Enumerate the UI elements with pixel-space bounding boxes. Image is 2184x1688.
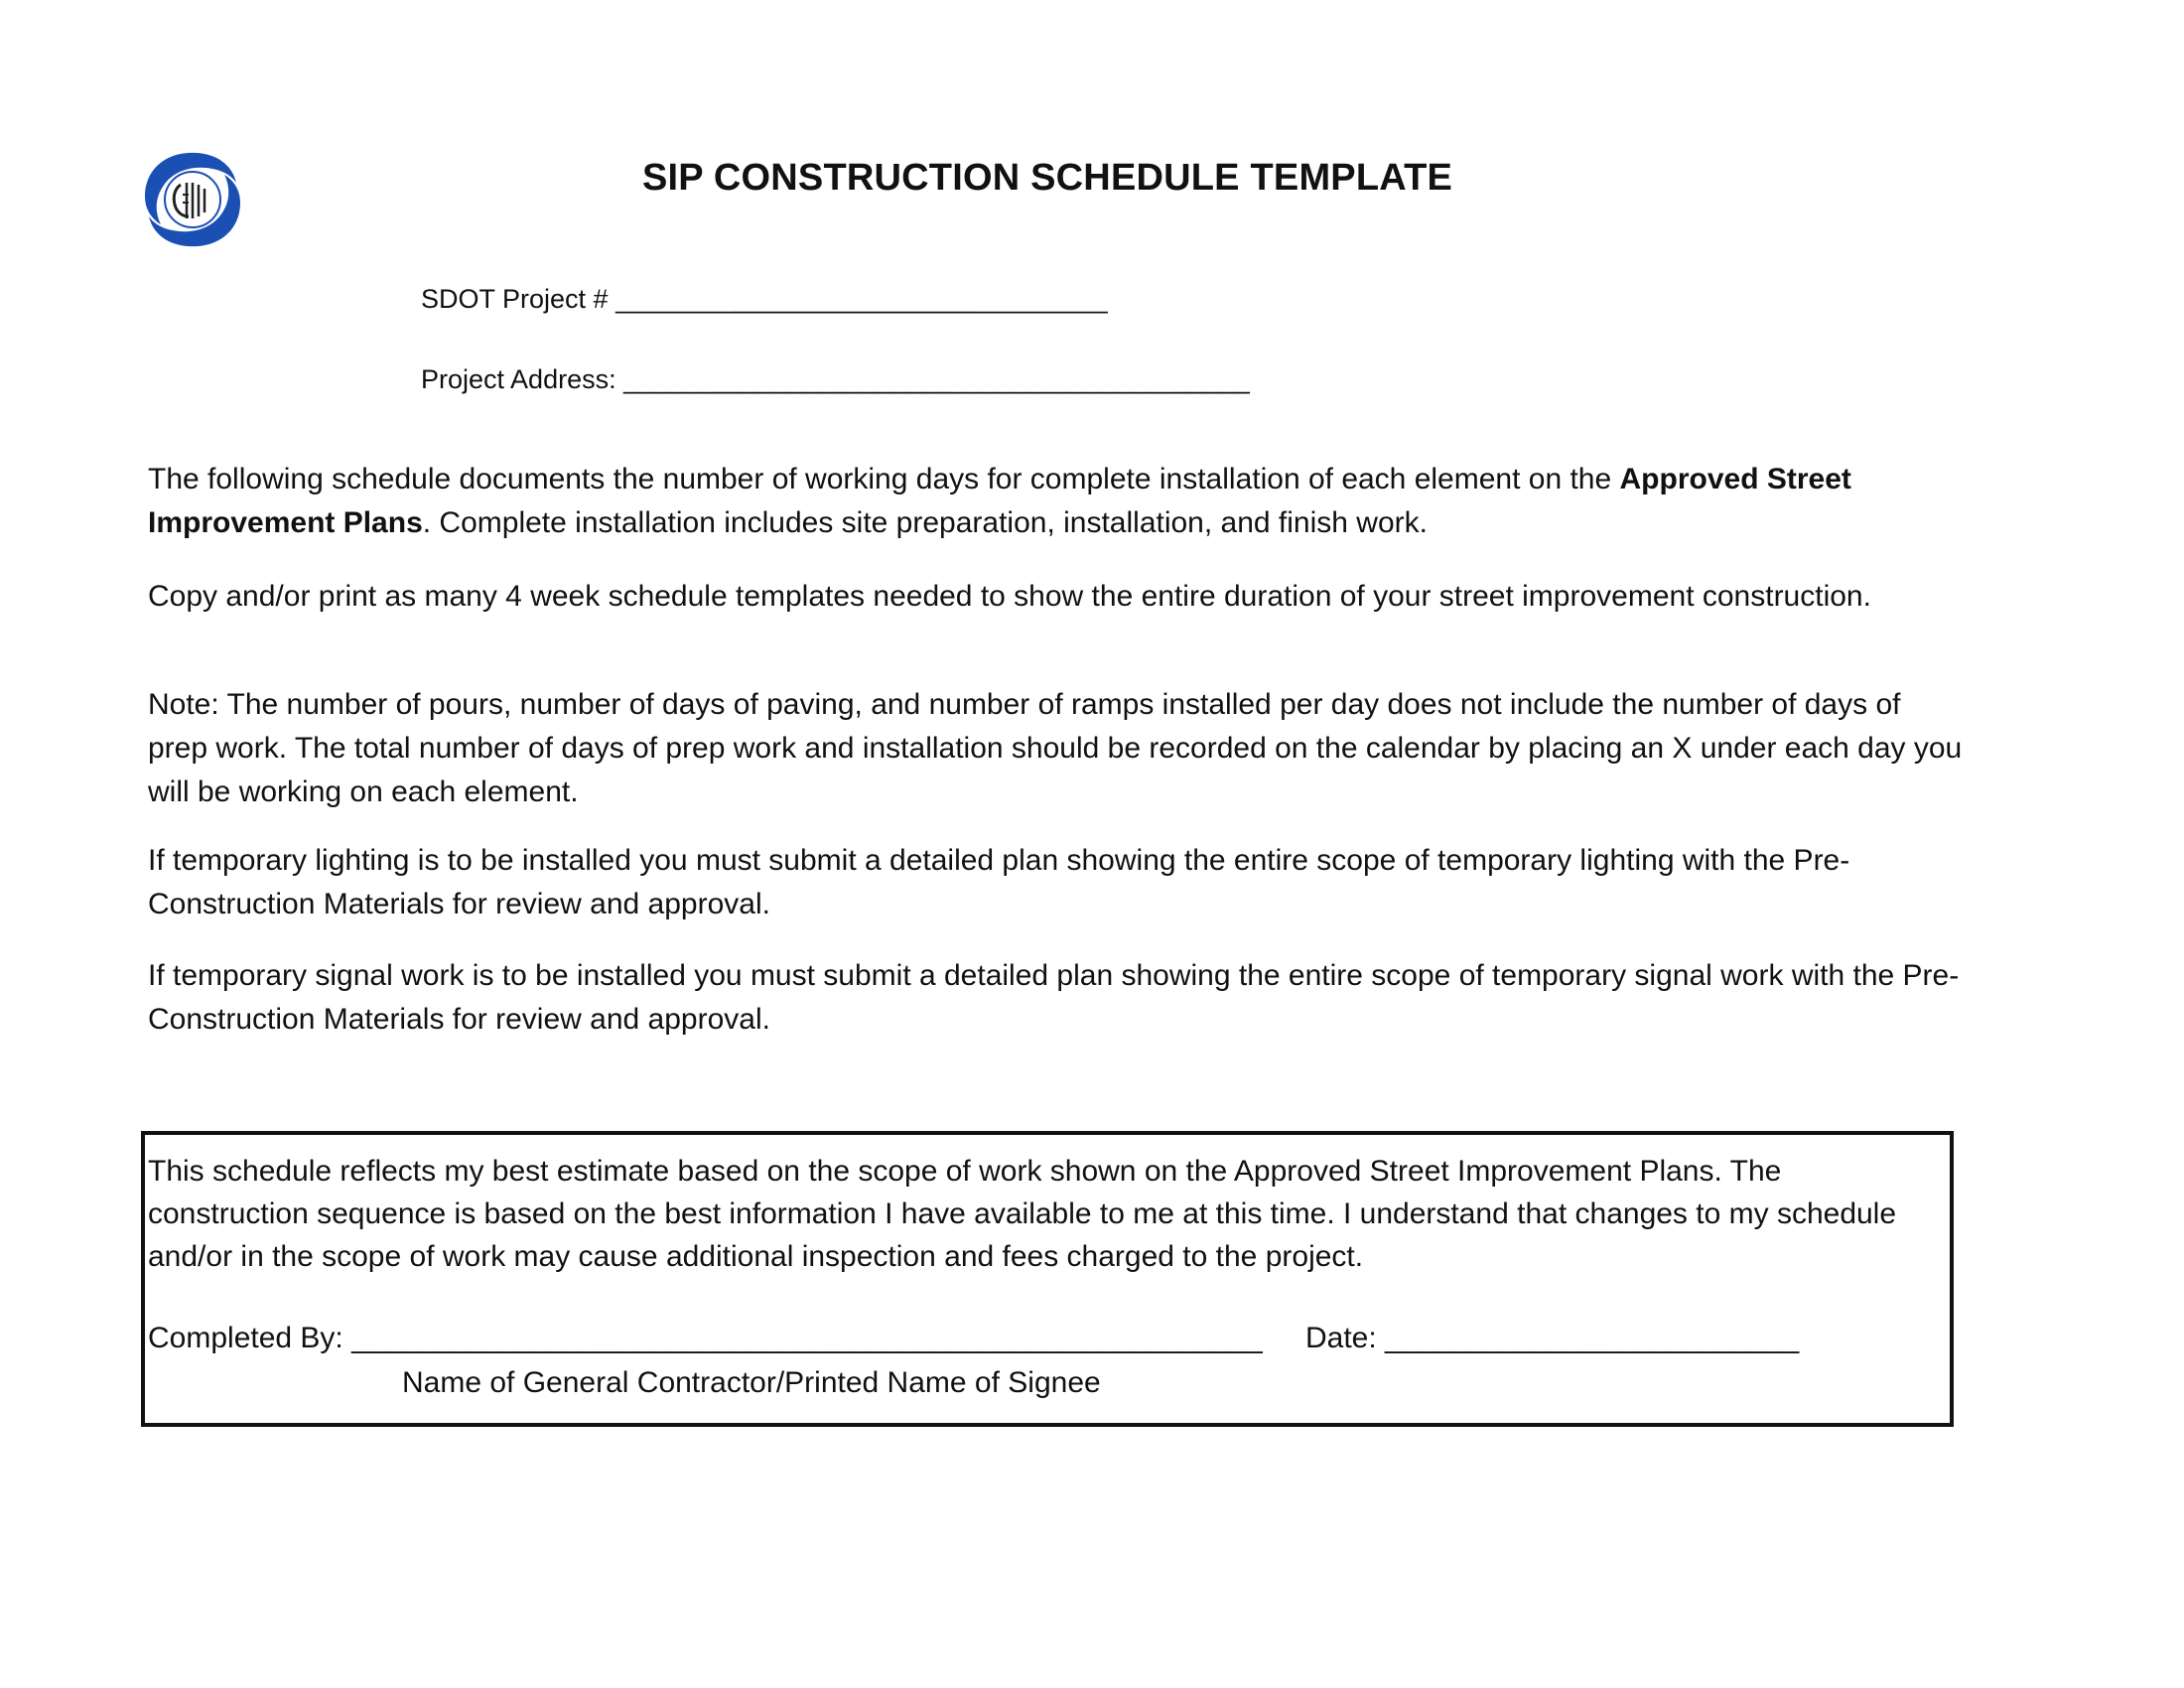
date-field[interactable]: Date: _________________________ [1305,1322,1800,1354]
intro-text-end: . Complete installation includes site preparation, installation, and finish work. [422,506,1428,539]
temporary-lighting-paragraph: If temporary lighting is to be installed you must submit a detailed plan showing the entire scope of temporary lighting with the Pre-Construction Materials for review and approval. [148,844,1850,920]
copy-instructions-paragraph: Copy and/or print as many 4 week schedule templates needed to show the entire duration of your street improvement construction. [148,580,1871,613]
page-title: SIP CONSTRUCTION SCHEDULE TEMPLATE [641,157,1453,199]
intro-text-start: The following schedule documents the number of working days for complete installation of each element on the [148,463,1620,495]
certification-statement: This schedule reflects my best estimate based on the scope of work shown on the Approved Street Improvement Plans. The construction sequence is based on the best information I have available to me at this time. I understand that changes to my schedule and/or in the scope of work may cause additional inspection and fees charged to the project. [148,1155,1897,1273]
signee-caption: Name of General Contractor/Printed Name of Signee [402,1366,1101,1399]
intro-bold-plans: Approved Street Improvement Plans [148,463,1851,539]
note-paragraph: Note: The number of pours, number of days of paving, and number of ramps installed per day does not include the number of days of prep work. The total number of days of prep work and installation should be recorded on the calendar by placing an X under each day you will be working on each element. [148,688,1963,808]
project-address-field[interactable]: Project Address: __________________________________________ [421,364,1250,394]
sdot-project-number-field[interactable]: SDOT Project # _________________________________ [421,284,1108,314]
completed-by-field[interactable]: Completed By: _______________________________________________________ [148,1322,1263,1354]
intro-paragraph [148,458,1965,545]
temporary-signal-paragraph: If temporary signal work is to be installed you must submit a detailed plan showing the entire scope of temporary signal work with the Pre-Construction Materials for review and approval. [148,959,1960,1036]
